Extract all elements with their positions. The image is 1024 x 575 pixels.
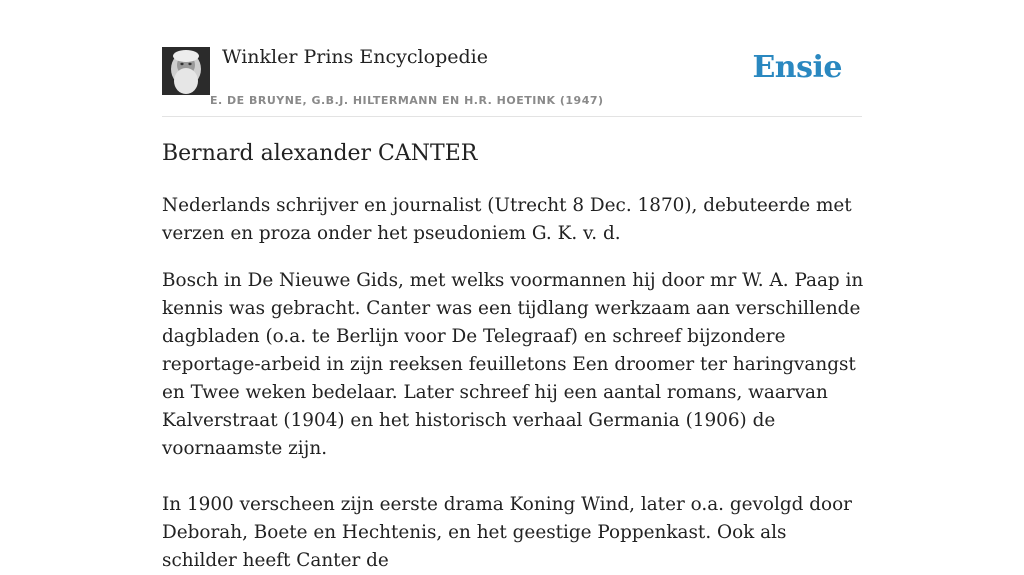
article-body <box>162 192 866 575</box>
article-title: Bernard alexander CANTER <box>162 141 478 166</box>
paragraph: In 1900 verscheen zijn eerste drama Koning Wind, later o.a. gevolgd door Deborah, Boete en Hechtenis, en het geestige Poppenkast. Ook als schilder heeft Canter de <box>162 494 852 571</box>
paragraph: Nederlands schrijver en journalist (Utrecht 8 Dec. 1870), debuteerde met verzen en proza onder het pseudoniem G. K. v. d. <box>162 195 852 244</box>
paragraph: Bosch in De Nieuwe Gids, met welks voormannen hij door mr W. A. Paap in kennis was gebracht. Canter was een tijdlang werkzaam aan verschillende dagbladen (o.a. te Berlijn voor De Telegraaf) en schreef bijzondere reportage-arbeid in zijn reeksen feuilletons Een droomer ter haringvangst en Twee weken bedelaar. Later schreef hij een aantal romans, waarvan Kalverstraat (1904) en het historisch verhaal Germania (1906) de voornaamste zijn. <box>162 270 864 459</box>
header <box>162 0 862 117</box>
page <box>162 0 864 571</box>
authors-line: E. DE BRUYNE, G.B.J. HILTERMANN EN H.R. HOETINK (1947) <box>210 94 604 107</box>
publication-title: Winkler Prins Encyclopedie <box>222 46 488 68</box>
brand-logo[interactable]: Ensie <box>752 50 842 85</box>
avatar <box>162 47 210 95</box>
portrait-icon <box>162 47 210 95</box>
